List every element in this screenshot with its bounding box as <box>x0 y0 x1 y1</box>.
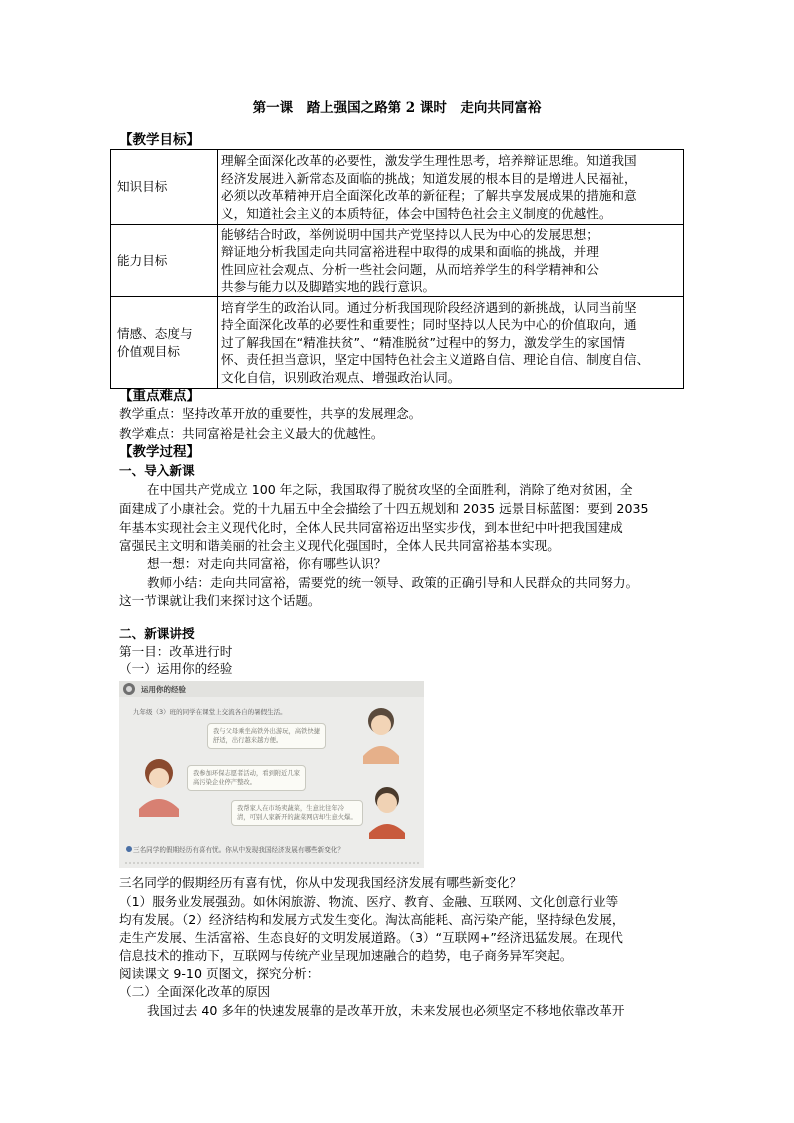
answer-line: 信息技术的推动下，互联网与传统产业呈现加速融合的趋势，电子商务异军突起。 <box>119 948 573 963</box>
table-row <box>111 150 684 225</box>
illustration-intro: 九年级（3）班的同学在课堂上交流各自的暑假生活。 <box>133 708 287 716</box>
difficulty-text: 教学难点：共同富裕是社会主义最大的优越性。 <box>119 426 384 441</box>
answer-line: 均有发展。（2）经济结构和发展方式发生变化。淘汰高能耗、高污染产能，坚持绿色发展， <box>119 912 625 927</box>
answer-line: （1）服务业发展强劲。如休闲旅游、物流、医疗、教育、金融、互联网、文化创意行业等 <box>119 894 619 909</box>
row-text: 能够结合时政，举例说明中国共产党坚持以人民为中心的发展思想； 辩证地分析我国走向共同富裕进程中取得的成果和面临的挑战，并理 性回应社会观点、分析一些社会问题，从而培养学生的科学精神和公 共参与能力以及脚踏实地的践行意识。 <box>218 225 684 297</box>
answer-line: 走生产发展、生活富裕、生态良好的文明发展道路。（3）“互联网+”经济迅猛发展。在现代 <box>119 930 623 945</box>
question-line: 三名同学的假期经历有喜有忧，你从中发现我国经济发展有哪些新变化？ <box>119 875 522 890</box>
keypoints-heading: 【重点难点】 <box>119 388 200 404</box>
table-row <box>111 297 684 389</box>
table-row <box>111 225 684 297</box>
objectives-heading: 【教学目标】 <box>119 132 200 148</box>
question-bullet-icon <box>126 846 132 852</box>
reason-line: 我国过去 40 多年的快速发展靠的是改革开放，未来发展也必须坚定不移地依靠改革开 <box>147 1003 625 1018</box>
row-label: 情感、态度与 价值观目标 <box>111 297 218 389</box>
illustration-question: 三名同学的假期经历有喜有忧。你从中发现我国经济发展有哪些新变化？ <box>133 846 344 854</box>
row-text: 培育学生的政治认同。通过分析我国现阶段经济遇到的新挑战，认同当前坚 持全面深化改革的必要性和重要性；同时坚持以人民为中心的价值取向，通 过了解我国在“精准扶贫”、“精准脱贫”过程中的努力，激发学生的家国情 怀、责任担当意识，坚定中国特色社会主义道路自信、理论自信、制度自信、 文化自信，识别政治观点、增强政治认同。 <box>218 297 684 389</box>
row-text: 理解全面深化改革的必要性，激发学生理性思考，培养辩证思维。知道我国 经济发展进入新常态及面临的挑战；知道发展的根本目的是增进人民福祉， 必须以改革精神开启全面深化改革的新征程；了解共享发展成果的措施和意 义，知道社会主义的本质特征，体会中国特色社会主义制度的优越性。 <box>218 150 684 225</box>
objectives-table <box>110 149 684 389</box>
intro-line: 年基本实现社会主义现代化时，全体人民共同富裕迈出坚实步伐，到本世纪中叶把我国建成 <box>119 520 623 535</box>
process-heading: 【教学过程】 <box>119 444 200 460</box>
teacher-line: 这一节课就让我们来探讨这个话题。 <box>119 593 321 608</box>
sub2-label: （二）全面深化改革的原因 <box>119 984 271 999</box>
item1-label: 第一目：改革进行时 <box>119 644 233 659</box>
intro-line: 在中国共产党成立 100 年之际，我国取得了脱贫攻坚的全面胜利，消除了绝对贫困，全 <box>147 482 633 497</box>
textbook-illustration <box>119 681 424 868</box>
speech-bubble: 我帮家人在市场卖蔬菜，生意比往年冷 清，可别人家新开的蔬菜网店却生意火爆。 <box>231 800 363 826</box>
teacher-line: 教师小结：走向共同富裕，需要党的统一领导、政策的正确引导和人民群众的共同努力。 <box>147 575 639 590</box>
intro-line: 富强民主文明和谐美丽的社会主义现代化强国时，全体人民共同富裕基本实现。 <box>119 538 560 553</box>
illustration-title: 运用你的经验 <box>141 685 186 694</box>
speech-bubble: 我参加环保志愿者活动，看到附近几家 高污染企业停产整改。 <box>187 765 306 791</box>
think-line: 想一想：对走向共同富裕，你有哪些认识？ <box>147 556 387 571</box>
sub1-label: （一）运用你的经验 <box>119 661 233 676</box>
page-title: 第一课 踏上强国之路第 2 课时 走向共同富裕 <box>252 100 542 116</box>
intro-line: 面建成了小康社会。党的十九届五中全会描绘了十四五规划和 2035 远景目标蓝图：要到 2035 <box>119 501 649 516</box>
intro-heading: 一、导入新课 <box>119 463 195 478</box>
focus-text: 教学重点：坚持改革开放的重要性，共享的发展理念。 <box>119 406 422 421</box>
row-label: 知识目标 <box>111 150 218 225</box>
row-label: 能力目标 <box>111 225 218 297</box>
new-lesson-heading: 二、新课讲授 <box>119 626 195 641</box>
speech-bubble: 我与父母乘坐高铁外出游玩，高铁快捷 舒适，出行越来越方便。 <box>207 723 326 749</box>
read-instruction: 阅读课文 9-10 页图文，探究分析： <box>119 966 320 981</box>
